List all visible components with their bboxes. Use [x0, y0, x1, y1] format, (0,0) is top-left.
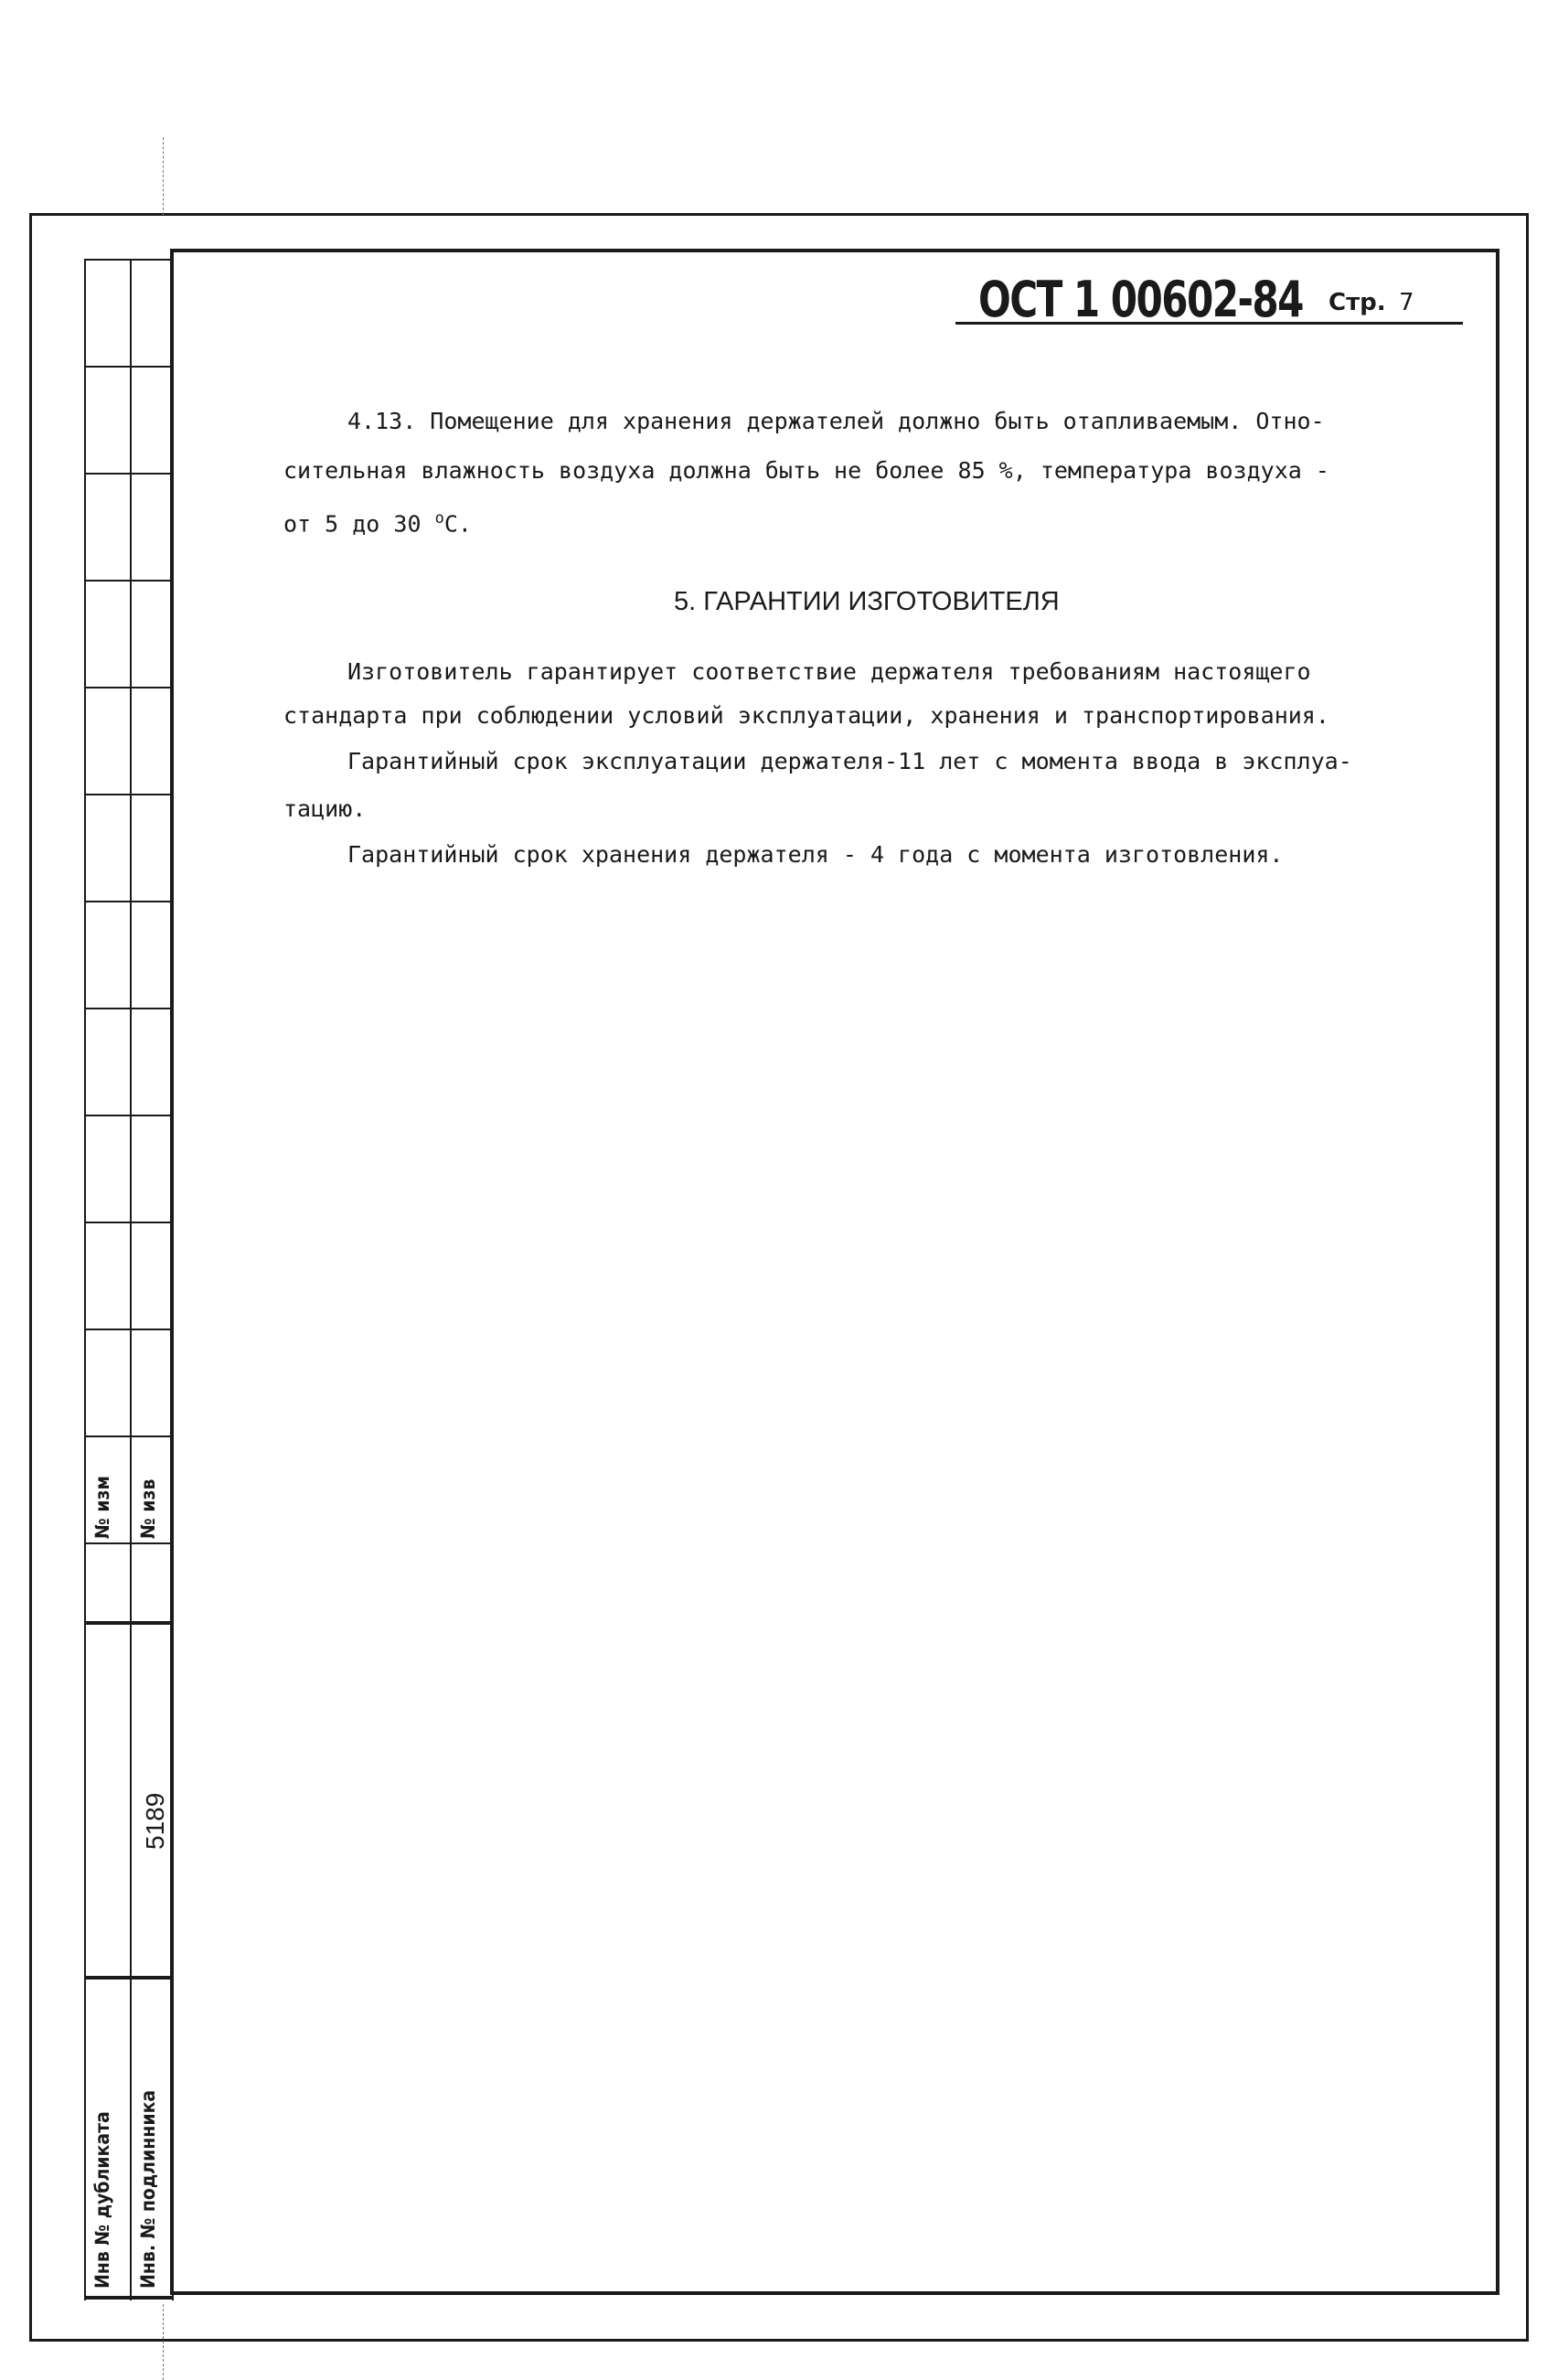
- binding-line-top: [163, 137, 164, 215]
- document-code: ОСТ 1 00602-84: [978, 271, 1303, 328]
- guarantee-paragraph-1-line-1: Изготовитель гарантирует соответствие держателя требованиям настоящего: [347, 658, 1311, 685]
- margin-row-line: [84, 1329, 174, 1330]
- label-izm: № изм: [91, 1476, 113, 1539]
- guarantee-paragraph-1-line-2: стандарта при соблюдении условий эксплуатации, хранения и транспортирования.: [283, 702, 1329, 729]
- margin-row-line: [84, 1435, 174, 1437]
- margin-row-line: [84, 794, 174, 795]
- temperature-range: от 5 до 30: [283, 510, 435, 538]
- guarantee-paragraph-2-line-2: тацию.: [283, 795, 367, 822]
- margin-col-line: [130, 259, 132, 2300]
- margin-stamp-table: [84, 259, 174, 2300]
- label-izv: № изв: [137, 1478, 159, 1539]
- margin-row-line: [84, 1976, 174, 1980]
- margin-row-line: [84, 1008, 174, 1009]
- margin-row-line: [84, 580, 174, 582]
- degree-sign: о: [434, 509, 444, 528]
- label-inv-podlinnika: Инв. № подлинника: [137, 2089, 159, 2289]
- margin-row-line: [84, 1222, 174, 1223]
- binding-line-bottom: [163, 2304, 164, 2380]
- margin-col-line: [84, 259, 86, 2300]
- margin-row-line: [84, 1542, 174, 1544]
- margin-row-line: [84, 687, 174, 688]
- guarantee-paragraph-3-line-1: Гарантийный срок хранения держателя - 4 года с момента изготовления.: [347, 841, 1284, 868]
- margin-row-line: [84, 1115, 174, 1116]
- margin-row-line: [84, 259, 174, 261]
- paragraph-4-13-line-3: [283, 496, 472, 547]
- paragraph-4-13-line-1: 4.13. Помещение для хранения держателей должно быть отапливаемым. Отно-: [347, 408, 1325, 434]
- guarantee-paragraph-2-line-1: Гарантийный срок эксплуатации держателя-11 лет с момента ввода в эксплуа-: [347, 748, 1352, 774]
- page-number: 7: [1399, 289, 1414, 316]
- margin-row-line: [84, 2296, 174, 2300]
- margin-row-line: [84, 1621, 174, 1625]
- inner-frame: [170, 249, 1499, 2295]
- section-title: 5. ГАРАНТИИ ИЗГОТОВИТЕЛЯ: [674, 587, 1060, 616]
- margin-row-line: [84, 901, 174, 902]
- celsius-unit: С.: [443, 510, 472, 538]
- margin-row-line: [84, 366, 174, 368]
- margin-row-line: [84, 473, 174, 475]
- header-rule: [955, 322, 1463, 325]
- page-label: Стр.: [1329, 289, 1386, 316]
- label-inv-dublikata: Инв № дубликата: [91, 2111, 113, 2289]
- paragraph-4-13-line-2: сительная влажность воздуха должна быть не более 85 %, температура воздуха -: [283, 457, 1329, 484]
- margin-col-line: [172, 259, 174, 2300]
- inv-number: 5189: [141, 1792, 169, 1850]
